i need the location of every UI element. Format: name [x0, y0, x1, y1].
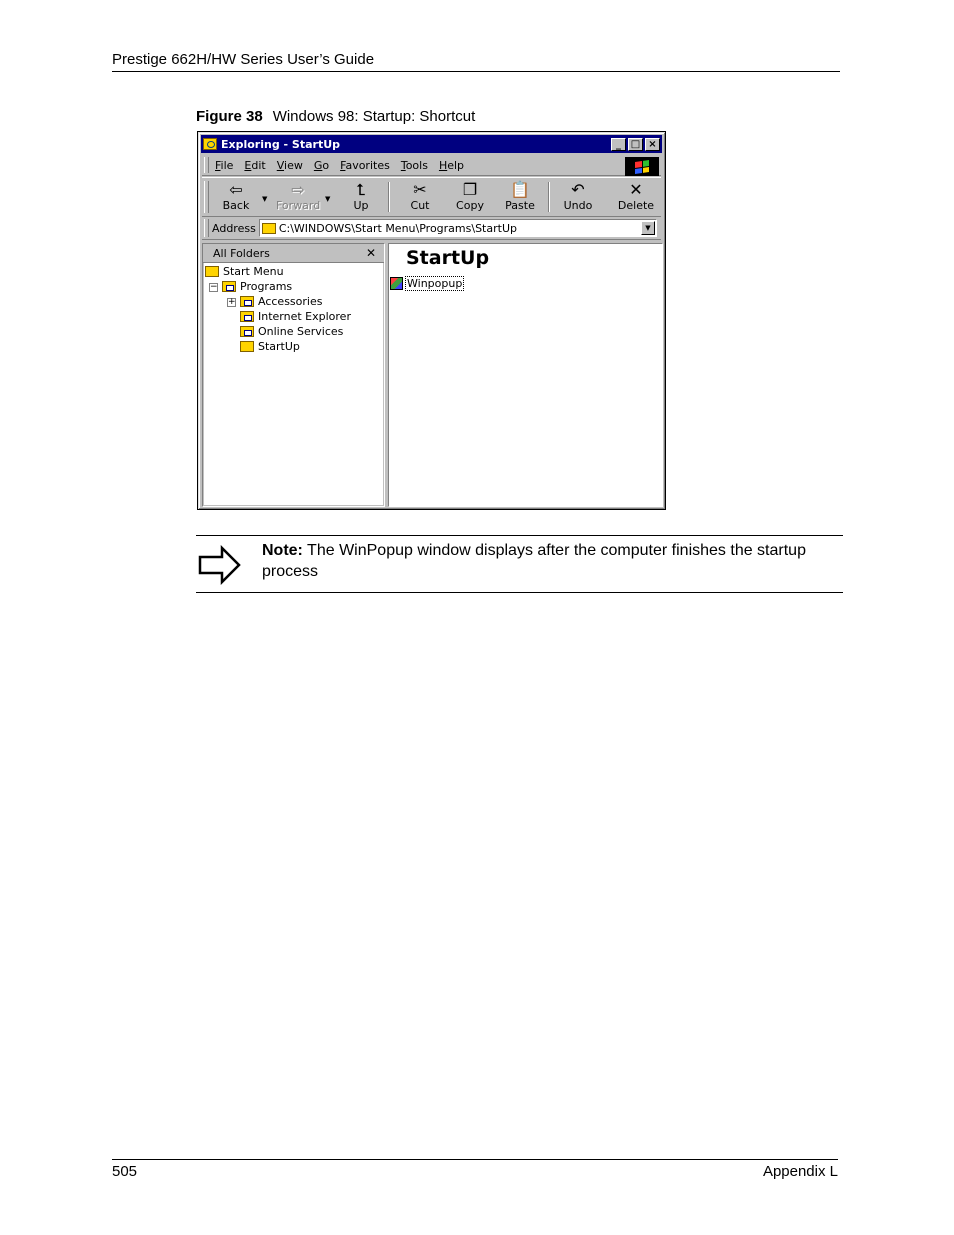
toolbar-separator: [548, 182, 550, 212]
folder-tree: [204, 263, 383, 505]
tree-label: Internet Explorer: [258, 310, 351, 323]
winpopup-shortcut-icon: [390, 277, 403, 290]
menu-bar: [202, 155, 661, 176]
tree-item-online-services[interactable]: [240, 324, 343, 339]
expand-icon[interactable]: +: [228, 297, 236, 307]
folder-icon: [205, 266, 219, 277]
maximize-button[interactable]: □: [628, 138, 643, 151]
menu-go[interactable]: Go: [313, 158, 330, 172]
up-folder-icon: ⮤: [356, 180, 366, 199]
contents-pane: [388, 243, 663, 507]
page-footer: [112, 1159, 838, 1180]
tree-label: Start Menu: [223, 265, 284, 278]
menu-grip[interactable]: [204, 157, 209, 173]
forward-label: Forward: [276, 199, 321, 212]
explorer-icon: [203, 138, 217, 150]
close-pane-icon[interactable]: ✕: [365, 246, 376, 260]
delete-x-icon: ✕: [629, 180, 643, 199]
back-arrow-icon: ⇦: [229, 180, 243, 199]
menu-edit[interactable]: Edit: [244, 158, 266, 172]
up-label: Up: [353, 199, 369, 212]
figure-title: Windows 98: Startup: Shortcut: [272, 108, 476, 125]
up-button[interactable]: [339, 180, 383, 214]
scissors-icon: ✂: [413, 180, 427, 199]
folder-icon: [262, 223, 276, 234]
folders-pane: [202, 243, 385, 507]
menu-help[interactable]: Help: [438, 158, 465, 172]
tree-item-programs[interactable]: [222, 279, 292, 294]
undo-label: Undo: [563, 199, 593, 212]
address-grip[interactable]: [204, 219, 209, 237]
forward-dropdown-icon[interactable]: ▼: [325, 195, 331, 203]
paste-label: Paste: [505, 199, 535, 212]
toolbar-separator: [388, 182, 390, 212]
address-input[interactable]: [259, 219, 657, 237]
folders-pane-title: All Folders: [213, 246, 270, 260]
menu-tools[interactable]: Tools: [400, 158, 428, 172]
collapse-icon[interactable]: −: [210, 282, 218, 292]
figure-label: Figure 38: [196, 108, 263, 125]
close-button[interactable]: ×: [645, 138, 660, 151]
note-text: [262, 540, 841, 582]
toolbar: [202, 177, 661, 217]
delete-button[interactable]: [614, 180, 658, 214]
window-title: Exploring - StartUp: [221, 137, 341, 151]
program-folder-icon: [222, 281, 236, 292]
section-name: Appendix L: [762, 1163, 838, 1180]
back-label: Back: [222, 199, 250, 212]
tree-label: StartUp: [258, 340, 300, 353]
file-name: Winpopup: [407, 277, 463, 290]
tree-label: Programs: [240, 280, 293, 293]
folder-title: StartUp: [406, 247, 490, 269]
forward-button[interactable]: [276, 180, 320, 214]
title-bar[interactable]: [201, 135, 662, 153]
menu-view[interactable]: View: [276, 158, 303, 172]
tree-item-accessories[interactable]: [240, 294, 322, 309]
paste-button[interactable]: [498, 180, 542, 214]
explorer-window: [197, 131, 666, 510]
copy-label: Copy: [456, 199, 484, 212]
address-label: Address: [212, 221, 256, 235]
page-number: 505: [112, 1163, 138, 1180]
page-header: Prestige 662H/HW Series User’s Guide: [112, 51, 840, 72]
program-folder-icon: [240, 311, 254, 322]
note-label: Note:: [262, 542, 303, 559]
toolbar-grip[interactable]: [204, 181, 209, 213]
program-folder-icon: [240, 296, 254, 307]
menu-file[interactable]: File: [215, 158, 234, 172]
open-folder-icon: [240, 341, 254, 352]
delete-label: Delete: [617, 199, 655, 212]
program-folder-icon: [240, 326, 254, 337]
note-body: The WinPopup window displays after the computer finishes the startup process: [262, 542, 806, 580]
tree-label: Accessories: [258, 295, 323, 308]
tree-item-start-menu[interactable]: [205, 264, 284, 279]
file-item-winpopup[interactable]: [390, 276, 464, 291]
cut-label: Cut: [410, 199, 430, 212]
copy-icon: ❐: [462, 180, 478, 199]
tree-label: Online Services: [258, 325, 344, 338]
folders-pane-header: [203, 244, 384, 263]
minimize-button[interactable]: _: [611, 138, 626, 151]
tree-item-internet-explorer[interactable]: [240, 309, 351, 324]
back-dropdown-icon[interactable]: ▼: [262, 195, 268, 203]
address-dropdown-icon[interactable]: ▼: [641, 221, 655, 235]
copy-button[interactable]: [448, 180, 492, 214]
undo-icon: ↶: [571, 180, 585, 199]
clipboard-icon: 📋: [510, 180, 530, 199]
note-arrow-icon: [198, 545, 242, 585]
address-value: C:\WINDOWS\Start Menu\Programs\StartUp: [278, 221, 517, 235]
forward-arrow-icon: ⇨: [291, 180, 305, 199]
tree-item-startup[interactable]: [240, 339, 300, 354]
menu-favorites[interactable]: Favorites: [340, 158, 390, 172]
back-button[interactable]: [214, 180, 258, 214]
address-bar: [202, 217, 661, 240]
figure-caption: [196, 108, 475, 125]
note-box: [196, 535, 843, 593]
undo-button[interactable]: [556, 180, 600, 214]
cut-button[interactable]: [398, 180, 442, 214]
windows-logo-icon: [625, 157, 659, 176]
